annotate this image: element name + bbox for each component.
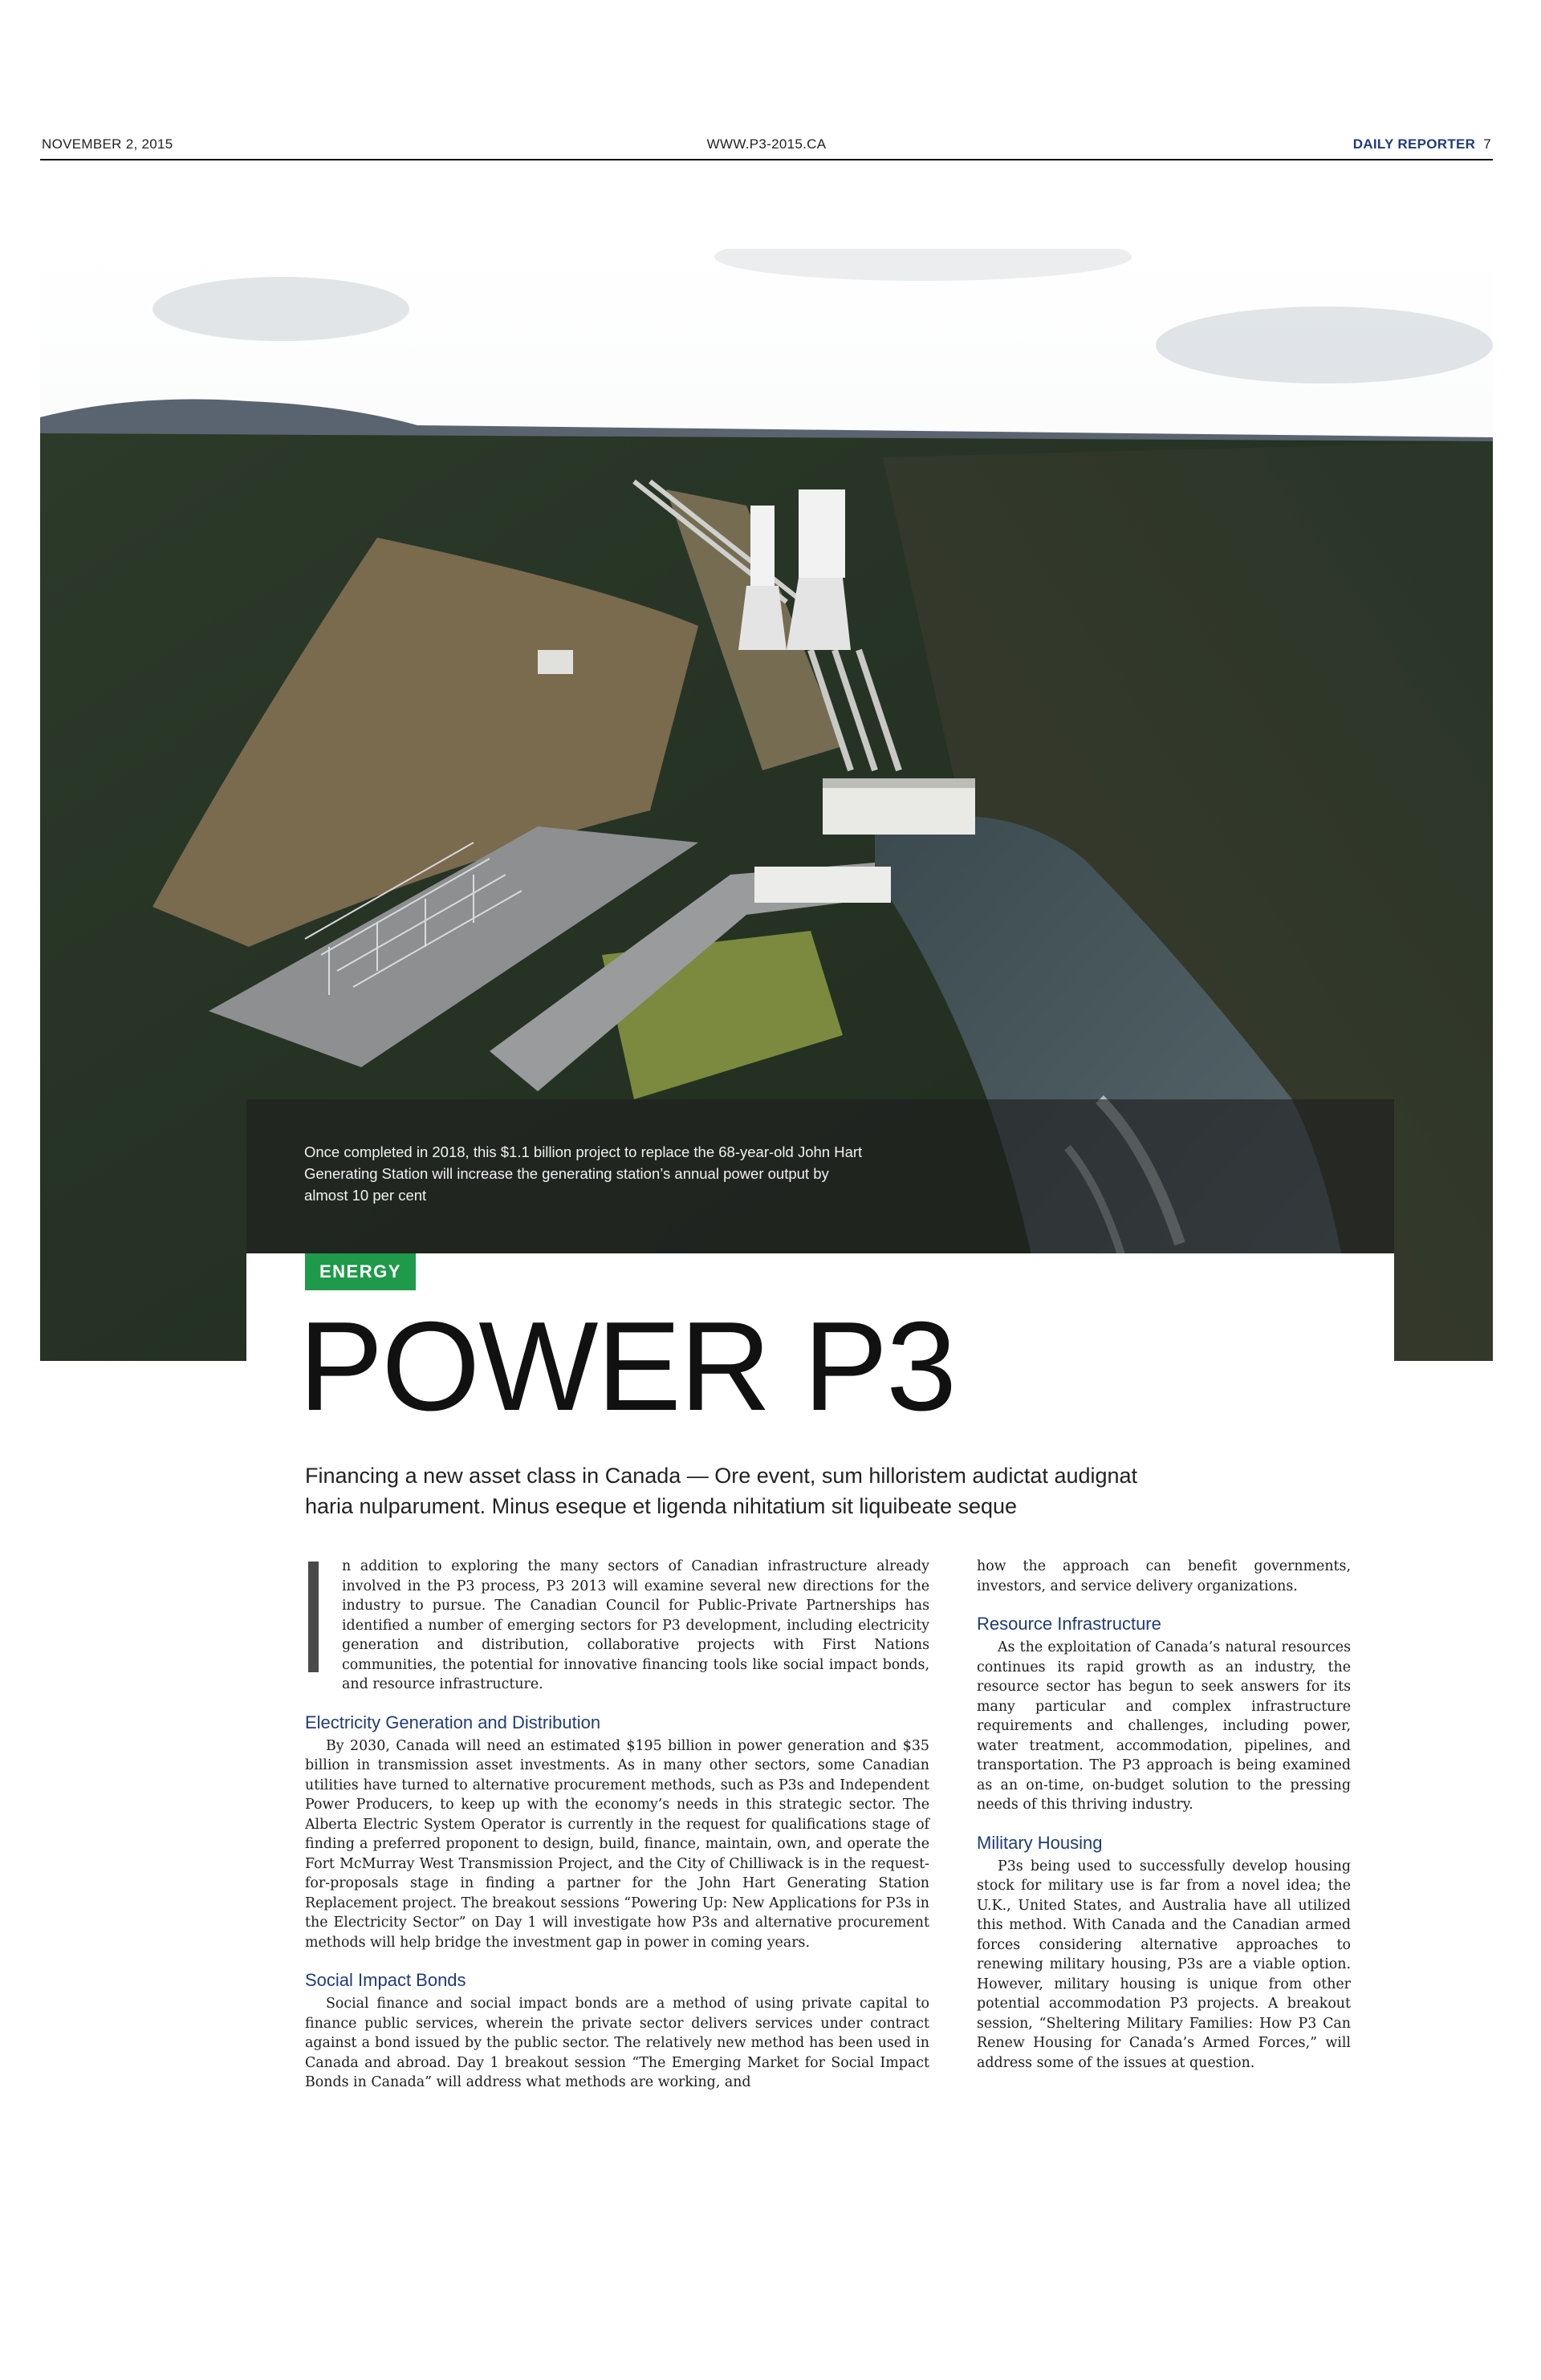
paragraph-social-impact-bonds: Social finance and social impact bonds are a method of using private capital to finance public services, wherein the private sector delivers services under contract against a bond issued by the public sector. The relatively new method has been used in Canada and abroad. Day 1 breakout session “The Emerging Market for Social Impact Bonds in Canada” will address what methods are working, and	[305, 1996, 929, 2090]
article-column-right	[977, 1557, 1351, 2073]
article-intro: n addition to exploring the many sectors of Canadian infrastructure already involved in the P3 process, P3 2013 will examine several new directions for the industry to pursue. The Canadian Council for Public-Private Partnerships has identified a number of emerging sectors for P3 development, including electricity generation and distribution, collaborative projects with First Nations communities, the potential for innovative financing tools like social impact bonds, and resource infrastructure.	[342, 1558, 929, 1692]
page-number: 7	[1483, 136, 1491, 152]
subheading-resource-infrastructure: Resource Infrastructure	[977, 1614, 1161, 1634]
photo-caption-box	[246, 1099, 1394, 1253]
photo-caption: Once completed in 2018, this $1.1 billion project to replace the 68-year-old John Hart Generating Station will increase the generating station’s annual power output by almost 10 per cent	[304, 1143, 863, 1204]
subheading-social-impact-bonds: Social Impact Bonds	[305, 1970, 466, 1990]
website-url[interactable]: WWW.P3-2015.CA	[706, 136, 827, 152]
section-tag[interactable]: ENERGY	[305, 1253, 416, 1290]
subheading-electricity: Electricity Generation and Distribution	[305, 1712, 601, 1732]
page-header	[40, 135, 1493, 160]
publication-info	[1353, 136, 1491, 152]
subheading-military-housing: Military Housing	[977, 1832, 1103, 1853]
drop-cap-glyph	[308, 1562, 319, 1672]
article-column-left	[305, 1557, 929, 2093]
paragraph-continuation: how the approach can benefit governments, investors, and service delivery organizations.	[977, 1558, 1351, 1594]
issue-date: NOVEMBER 2, 2015	[42, 136, 173, 152]
publication-name: DAILY REPORTER	[1352, 136, 1476, 152]
paragraph-electricity: By 2030, Canada will need an estimated $195 billion in power generation and $35 billion in transmission asset investments. As in many other sectors, some Canadian utilities have turned to alternative procurement methods, such as P3s and Independent Power Producers, to keep up with the economy’s needs in this strategic sector. The Alberta Electric System Operator is currently in the request for qualifications stage of finding a preferred proponent to design, build, finance, maintain, own, and operate the Fort McMurray West Transmission Project, and the City of Chilliwack is in the request-for-proposals stage in finding a partner for the John Hart Generating Station Replacement project. The breakout sessions “Powering Up: New Applications for P3s in the Electricity Sector” on Day 1 will investigate how P3s and alternative procurement methods will help bridge the investment gap in power in coming years.	[305, 1737, 929, 1951]
article-headline: POWER P3	[299, 1296, 956, 1437]
drop-cap	[305, 1562, 332, 1680]
article-deck: Financing a new asset class in Canada — Ore event, sum hilloristem audictat audignat haria nulparument. Minus eseque et ligenda nihitatium sit liquibeate seque	[305, 1464, 1138, 1518]
paragraph-military-housing: P3s being used to successfully develop housing stock for military use is far from a novel idea; the U.K., United States, and Australia have all utilized this method. With Canada and the Canadian armed forces considering alternative approaches to renewing military housing, P3s are a viable option. However, military housing is unique from other potential accommodation P3 projects. A breakout session, “Sheltering Military Families: How P3 Can Renew Housing for Canada’s Armed Forces,” will address some of the issues at question.	[977, 1858, 1351, 2071]
paragraph-resource-infrastructure: As the exploitation of Canada’s natural resources continues its rapid growth as an industry, the resource sector has begun to seek answers for its many particular and complex infrastructure requirements and challenges, including power, water treatment, accommodation, pipelines, and transportation. The P3 approach is being examined as an on-time, on-budget solution to the pressing needs of this thriving industry.	[977, 1639, 1351, 1813]
